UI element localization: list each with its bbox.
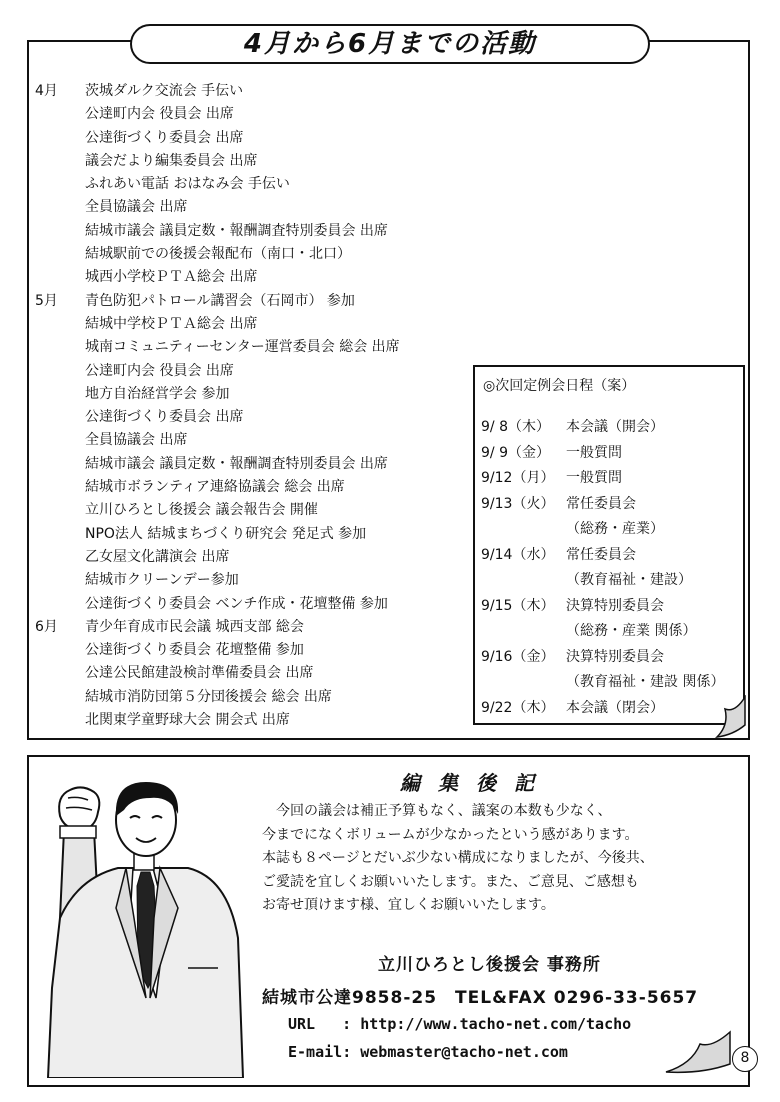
- schedule-event: 決算特別委員会: [566, 597, 664, 614]
- email-line: E-mail: webmaster@tacho-net.com: [288, 1043, 568, 1061]
- afterword-line: お寄せ頂けます様、宜しくお願いいたします。: [262, 897, 555, 913]
- activity-item: ふれあい電話 おはなみ会 手伝い: [85, 176, 290, 193]
- activity-month: 4月: [35, 83, 58, 99]
- activity-item: 全員協議会 出席: [85, 432, 188, 449]
- schedule-event: 決算特別委員会: [566, 648, 664, 665]
- url-link[interactable]: http://www.tacho-net.com/tacho: [360, 1015, 632, 1033]
- activity-item: 北関東学童野球大会 開会式 出席: [85, 712, 290, 729]
- activity-item: 公達街づくり委員会 ベンチ作成・花壇整備 参加: [85, 595, 388, 612]
- afterword-line: ご愛読を宜しくお願いいたします。また、ご意見、ご感想も: [262, 873, 639, 890]
- page-curl-decoration: [715, 695, 755, 740]
- activity-item: 結城市消防団第５分団後援会 総会 出席: [85, 688, 332, 705]
- activity-item: 公達町内会 役員会 出席: [85, 362, 234, 379]
- activity-month: 5月: [35, 292, 58, 309]
- businessman-illustration: [38, 768, 248, 1078]
- activity-month: 6月: [35, 618, 58, 635]
- activity-item: 公達町内会 役員会 出席: [85, 106, 234, 123]
- schedule-event: （総務・産業）: [566, 521, 664, 537]
- schedule-date: 9/16（金）: [481, 648, 555, 665]
- email-link[interactable]: webmaster@tacho-net.com: [360, 1043, 568, 1061]
- schedule-date: 9/13（火）: [481, 495, 555, 512]
- activity-item: 公達街づくり委員会 出席: [85, 129, 244, 146]
- activity-item: 結城市議会 議員定数・報酬調査特別委員会 出席: [85, 455, 388, 472]
- activity-item: 結城市ボランティア連絡協議会 総会 出席: [85, 479, 345, 496]
- activity-item: 結城市クリーンデー参加: [85, 572, 239, 589]
- activity-item: 全員協議会 出席: [85, 199, 188, 216]
- activity-item: 立川ひろとし後援会 議会報告会 開催: [85, 502, 318, 519]
- activity-item: 結城中学校ＰＴＡ総会 出席: [85, 315, 258, 332]
- schedule-date: 9/14（水）: [481, 546, 555, 563]
- schedule-event: 一般質問: [566, 470, 622, 486]
- activity-item: 茨城ダルク交流会 手伝い: [85, 83, 244, 99]
- page-curl-decoration: [662, 1030, 732, 1075]
- activity-item: 議会だより編集委員会 出席: [85, 152, 258, 169]
- schedule-date: 9/22（木）: [481, 699, 555, 716]
- activity-item: 城南コミュニティーセンター運営委員会 総会 出席: [85, 339, 400, 356]
- office-name: 立川ひろとし後援会 事務所: [378, 955, 601, 975]
- office-address: 結城市公達9858-25 TEL&FAX 0296-33-5657: [262, 988, 699, 1008]
- afterword-line: 今回の議会は補正予算もなく、議案の本数も少なく、: [262, 803, 612, 819]
- section-title: 4月から6月までの活動: [130, 24, 650, 64]
- activity-item: 城西小学校ＰＴＡ総会 出席: [85, 269, 258, 286]
- schedule-date: 9/15（木）: [481, 597, 555, 614]
- afterword-body: [262, 800, 654, 918]
- schedule-date: 9/12（月）: [481, 470, 555, 486]
- schedule-title: ◎次回定例会日程（案）: [483, 378, 636, 394]
- afterword-line: 本誌も８ページとだいぶ少ない構成になりましたが、今後共、: [262, 850, 654, 866]
- activity-item: 公達街づくり委員会 花壇整備 参加: [85, 642, 304, 659]
- schedule-event: 一般質問: [566, 444, 622, 461]
- schedule-event: （総務・産業 関係）: [566, 623, 697, 639]
- activity-item: 青色防犯パトロール講習会（石岡市） 参加: [85, 292, 355, 309]
- schedule-event: （教育福祉・建設）: [566, 572, 692, 588]
- schedule-event: 常任委員会: [566, 546, 636, 563]
- schedule-box: [473, 365, 745, 725]
- activity-item: 青少年育成市民会議 城西支部 総会: [85, 618, 304, 635]
- activity-item: 乙女屋文化講演会 出席: [85, 548, 230, 565]
- activity-item: 結城市議会 議員定数・報酬調査特別委員会 出席: [85, 222, 388, 239]
- email-label: E-mail: [288, 1043, 343, 1061]
- schedule-event: 常任委員会: [566, 495, 636, 512]
- schedule-date: 9/ 9（金）: [481, 444, 550, 461]
- schedule-event: 本会議（開会）: [566, 419, 664, 435]
- schedule-event: （教育福祉・建設 関係）: [566, 674, 725, 690]
- url-line: URL : http://www.tacho-net.com/tacho: [288, 1015, 632, 1033]
- activity-item: NPO法人 結城まちづくり研究会 発足式 参加: [85, 525, 367, 542]
- activity-item: 公達公民館建設検討準備委員会 出席: [85, 665, 314, 682]
- afterword-line: 今までになくボリュームが少なかったという感があります。: [262, 826, 639, 843]
- afterword-title: 編集後記: [400, 771, 552, 795]
- activity-item: 地方自治経営学会 参加: [85, 385, 230, 402]
- schedule-event: 本会議（閉会）: [566, 699, 664, 716]
- activity-item: 公達街づくり委員会 出席: [85, 409, 244, 426]
- url-label: URL: [288, 1015, 316, 1033]
- activity-item: 結城駅前での後援会報配布（南口・北口）: [85, 246, 351, 263]
- schedule-date: 9/ 8（木）: [481, 419, 550, 435]
- page-number: 8: [732, 1046, 758, 1072]
